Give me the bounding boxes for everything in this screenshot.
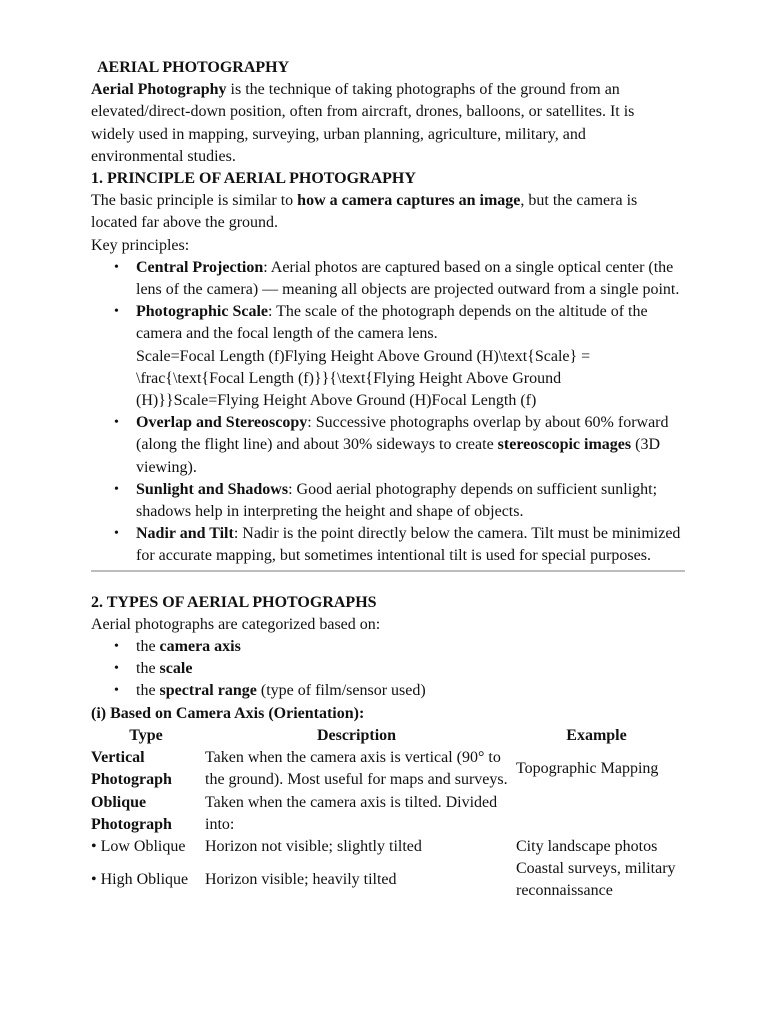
- table-row: [91, 858, 681, 902]
- types-intro: Aerial photographs are categorized based on:: [91, 615, 381, 633]
- section-2-heading: 2. TYPES OF AERIAL PHOTOGRAPHS: [91, 593, 377, 611]
- description-cell: Taken when the camera axis is vertical (90° to the ground). Most useful for maps and surveys.: [205, 749, 508, 789]
- camera-axis-subheading: (i) Based on Camera Axis (Orientation):: [91, 704, 365, 722]
- list-item: [136, 636, 681, 658]
- section-1-heading: 1. PRINCIPLE OF AERIAL PHOTOGRAPHY: [91, 170, 416, 188]
- type-cell: • High Oblique: [91, 871, 189, 889]
- principle-term: Photographic Scale: [136, 303, 268, 321]
- list-item: [136, 680, 681, 702]
- principle-term: Central Projection: [136, 258, 264, 276]
- principle-text-before: The basic principle is similar to: [91, 192, 298, 210]
- basis-term: scale: [159, 660, 193, 678]
- principle-term: Overlap and Stereoscopy: [136, 414, 308, 432]
- list-item: [136, 301, 681, 412]
- document-title: AERIAL PHOTOGRAPHY: [97, 59, 290, 76]
- basis-prefix: the: [136, 638, 160, 656]
- description-cell: Horizon visible; heavily tilted: [205, 871, 397, 889]
- principle-desc: : Successive photographs overlap by about 60% forward (along the flight line) and about 30% sideways to create: [136, 414, 669, 454]
- intro-term: Aerial Photography: [91, 81, 227, 99]
- example-cell: City landscape photos: [516, 837, 658, 855]
- principle-term-inline: stereoscopic images: [497, 436, 632, 454]
- column-header-description: Description: [316, 726, 397, 744]
- type-cell: • Low Oblique: [91, 837, 186, 855]
- document-page: [91, 57, 681, 903]
- section-divider: [91, 570, 685, 572]
- principle-text-bold: how a camera captures an image: [297, 192, 521, 210]
- principle-desc: : Aerial photos are captured based on a single optical center (the lens of the camera) — meaning all objects are projected outward from a single point.: [136, 258, 680, 299]
- intro-paragraph: [91, 79, 681, 168]
- example-cell: Coastal surveys, military reconnaissance: [516, 860, 676, 900]
- camera-axis-table: [91, 725, 681, 903]
- principle-paragraph: [91, 190, 681, 234]
- intro-text: is the technique of taking photographs of the ground from an elevated/direct-down position, often from aircraft, drones, balloons, or satellites. It is widely used in mapping, surveying, urban planning, agriculture, military, and environmental studies.: [91, 81, 635, 165]
- description-cell: Horizon not visible; slightly tilted: [205, 837, 422, 855]
- list-item: [136, 412, 681, 479]
- principle-desc: : The scale of the photograph depends on the altitude of the camera and the focal length of the camera lens.: [136, 303, 648, 343]
- principle-desc: : Good aerial photography depends on sufficient sunlight; shadows help in interpreting the height and shape of objects.: [136, 480, 658, 521]
- column-header-type: Type: [129, 726, 163, 744]
- scale-formula: Scale=Focal Length (f)Flying Height Above Ground (H)\text{Scale} = \frac{\text{Focal Length (f)}}{\text{Flying Height Above Ground (H)}}Scale=Flying Height Above Ground (H)Focal Length (f): [136, 347, 591, 410]
- basis-prefix: the: [136, 660, 160, 678]
- list-item: [136, 523, 681, 567]
- basis-term: camera axis: [159, 638, 241, 656]
- basis-suffix: (type of film/sensor used): [256, 682, 426, 700]
- table-row: [91, 747, 681, 791]
- bases-list: [91, 636, 681, 703]
- principle-desc: : Nadir is the point directly below the camera. Tilt must be minimized for accurate mapping, but sometimes intentional tilt is used for special purposes.: [136, 525, 681, 565]
- principles-list: [91, 257, 681, 568]
- type-cell: Vertical Photograph: [91, 749, 172, 789]
- example-cell: [512, 792, 681, 836]
- type-cell: Oblique Photograph: [91, 793, 172, 833]
- principle-desc-end: (3D viewing).: [136, 436, 661, 476]
- basis-term: spectral range: [159, 682, 257, 700]
- description-cell: Taken when the camera axis is tilted. Divided into:: [205, 793, 498, 833]
- list-item: [136, 658, 681, 680]
- principle-text-after: , but the camera is located far above the ground.: [91, 192, 638, 232]
- table-row: [91, 792, 681, 836]
- principle-term: Nadir and Tilt: [136, 525, 234, 543]
- list-item: [136, 479, 681, 523]
- basis-prefix: the: [136, 682, 160, 700]
- principle-term: Sunlight and Shadows: [136, 480, 289, 498]
- table-row: [91, 836, 681, 858]
- list-item: [136, 257, 681, 301]
- column-header-example: Example: [566, 726, 627, 744]
- key-principles-label: Key principles:: [91, 236, 190, 254]
- table-header-row: [91, 725, 681, 747]
- example-cell: Topographic Mapping: [516, 760, 659, 778]
